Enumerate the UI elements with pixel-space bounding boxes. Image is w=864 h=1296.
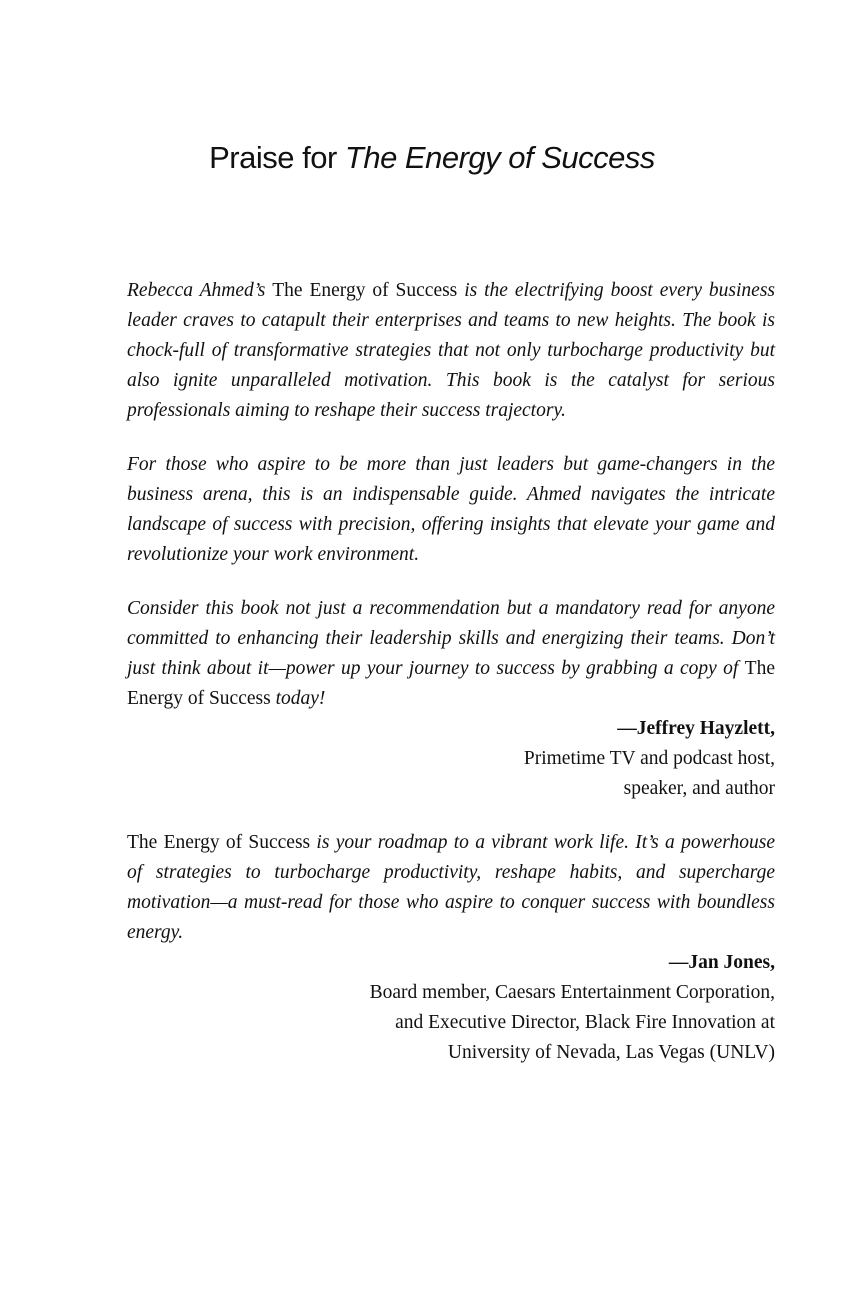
praise-1-paragraph-1: Rebecca Ahmed’s The Energy of Success is the electrifying boost every business leader craves to catapult their enterprises and teams to new heights. The book is chock-full of transformative strategies that not only turbocharge productivity but also ignite unparalleled motivation. This book is the catalyst for serious professionals aiming to reshape their success trajectory. [127,280,775,421]
title-book-name: The Energy of Success [344,140,655,175]
attribution-line: speaker, and author [623,778,775,799]
attribution-name: —Jeffrey Hayzlett, [617,718,775,739]
page-title [0,136,864,180]
attribution-line: Primetime TV and podcast host, [523,748,775,769]
attribution-line: University of Nevada, Las Vegas (UNLV) [447,1042,775,1063]
attribution-name: —Jan Jones, [668,952,775,973]
attribution-line: and Executive Director, Black Fire Innovation at [395,1012,775,1033]
praise-2-paragraph-1: The Energy of Success is your roadmap to a vibrant work life. It’s a powerhouse of strategies to turbocharge productivity, reshape habits, and supercharge motivation—a must-read for those who aspire to conquer success with boundless energy. [127,832,775,943]
book-title-inline: The Energy of Success [127,658,775,709]
title-prefix: Praise for [209,140,345,175]
praise-1-paragraph-2: For those who aspire to be more than just leaders but game-changers in the business arena, this is an indispensable guide. Ahmed navigates the intricate landscape of success with precision, offering insights that elevate your game and revolutionize your work environment. [127,454,775,565]
book-title-inline: The Energy of Success [127,832,311,853]
attribution-line: Board member, Caesars Entertainment Corporation, [369,982,775,1003]
praise-1-paragraph-3: Consider this book not just a recommendation but a mandatory read for anyone committed to enhancing their leadership skills and energizing their teams. Don’t just think about it—power up your journey to success by grabbing a copy of The Energy of Success today! [127,598,775,709]
praise-1-attribution [127,714,775,804]
book-title-inline: The Energy of Success [272,280,458,301]
praise-2-attribution [127,948,775,1068]
praise-content [127,276,775,1068]
